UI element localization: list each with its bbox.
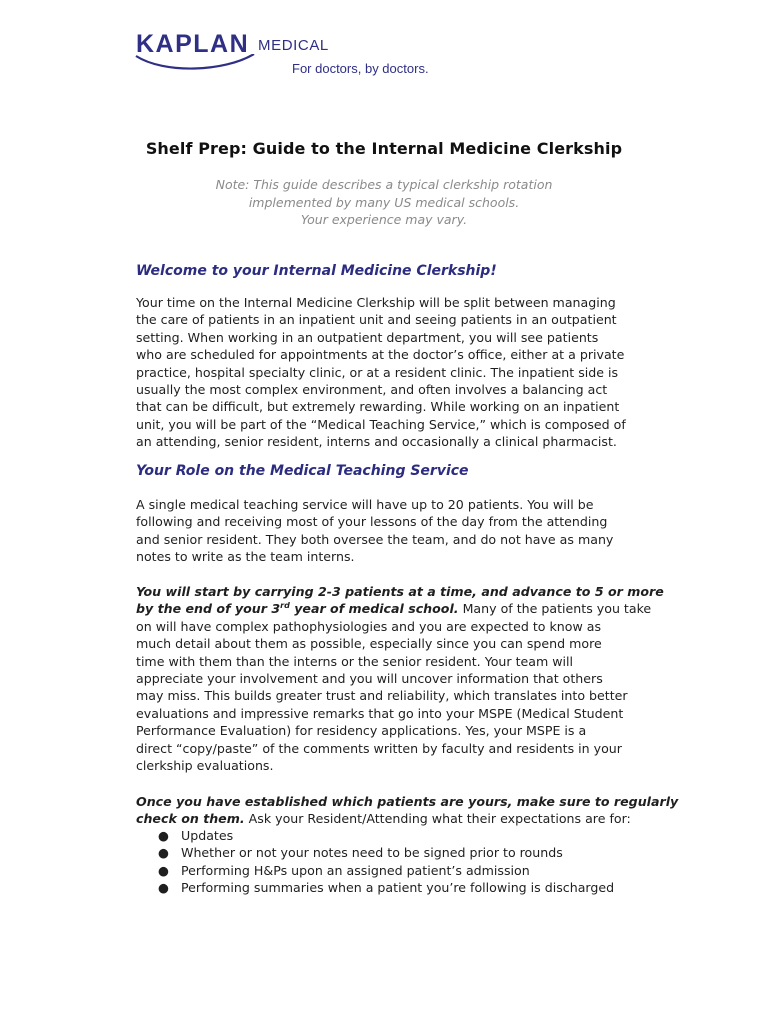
paragraph-line: clerkship evaluations. bbox=[136, 758, 274, 774]
paragraph-line: notes to write as the team interns. bbox=[136, 549, 355, 565]
paragraph-line bbox=[136, 600, 652, 617]
page-title: Shelf Prep: Guide to the Internal Medicine Clerkship bbox=[145, 139, 623, 158]
paragraph-line: practice, hospital specialty clinic, or at a resident clinic. The inpatient side is bbox=[136, 364, 619, 380]
paragraph-line: who are scheduled for appointments at the doctor’s office, either at a private bbox=[136, 347, 625, 363]
paragraph-line: setting. When working in an outpatient department, you will see patients bbox=[136, 329, 599, 345]
paragraph-line: and senior resident. They both oversee the team, and do not have as many bbox=[136, 531, 614, 547]
welcome-paragraph bbox=[136, 294, 646, 451]
kaplan-medical-logo bbox=[134, 26, 454, 82]
emphasis-line: You will start by carrying 2-3 patients at a time, and advance to 5 or more bbox=[136, 584, 664, 599]
bullet-icon: ● bbox=[158, 828, 169, 843]
paragraph-line: direct “copy/paste” of the comments written by faculty and residents in your bbox=[136, 740, 622, 756]
list-item-text: Whether or not your notes need to be signed prior to rounds bbox=[181, 845, 563, 861]
bullet-icon: ● bbox=[158, 880, 169, 896]
role-paragraph-3 bbox=[136, 793, 679, 828]
paragraph-line: the care of patients in an inpatient unit and seeing patients in an outpatient bbox=[136, 312, 617, 328]
list-item bbox=[136, 844, 646, 861]
role-paragraph-2 bbox=[136, 583, 664, 774]
role-paragraph-1 bbox=[136, 496, 646, 566]
paragraph-line: following and receiving most of your lessons of the day from the attending bbox=[136, 514, 608, 530]
emphasis-text: check on them. bbox=[136, 811, 245, 827]
emphasis-line: Once you have established which patients are yours, make sure to regularly bbox=[136, 794, 679, 809]
note-line: implemented by many US medical schools. bbox=[248, 194, 520, 210]
paragraph-line: appreciate your involvement and you will uncover information that others bbox=[136, 671, 603, 687]
emphasis-text: year of medical school. bbox=[289, 601, 459, 617]
logo-division: MEDICAL bbox=[258, 37, 329, 54]
logo-tagline: For doctors, by doctors. bbox=[292, 61, 429, 76]
section-heading-role: Your Role on the Medical Teaching Service bbox=[136, 463, 469, 479]
paragraph-line: Your time on the Internal Medicine Clerkship will be split between managing bbox=[136, 295, 616, 310]
paragraph-text: Ask your Resident/Attending what their expectations are for: bbox=[244, 811, 631, 827]
guide-note bbox=[0, 176, 768, 229]
list-item bbox=[136, 827, 646, 844]
list-item bbox=[136, 879, 646, 896]
paragraph-text: Many of the patients you take bbox=[458, 601, 652, 617]
note-line: Your experience may vary. bbox=[300, 212, 468, 227]
bullet-icon: ● bbox=[158, 845, 169, 861]
list-item-text: Updates bbox=[181, 828, 234, 843]
logo-swoosh-icon bbox=[134, 54, 258, 74]
paragraph-line: may miss. This builds greater trust and reliability, which translates into better bbox=[136, 688, 628, 704]
emphasis-text: by the end of your 3 bbox=[136, 601, 281, 617]
list-item-text: Performing summaries when a patient you’re following is discharged bbox=[181, 880, 615, 896]
list-item bbox=[136, 862, 646, 879]
paragraph-line: A single medical teaching service will have up to 20 patients. You will be bbox=[136, 497, 594, 512]
paragraph-line: Performance Evaluation) for residency applications. Yes, your MSPE is a bbox=[136, 723, 587, 739]
paragraph-line: much detail about them as possible, especially since you can spend more bbox=[136, 636, 602, 652]
logo-wordmark: KAPLAN bbox=[136, 30, 250, 58]
list-item-text: Performing H&Ps upon an assigned patient’s admission bbox=[181, 862, 530, 878]
expectations-list bbox=[136, 827, 646, 897]
paragraph-line bbox=[136, 810, 646, 827]
bullet-icon: ● bbox=[158, 862, 169, 878]
ordinal-suffix: rd bbox=[280, 601, 290, 611]
paragraph-line: that can be difficult, but extremely rewarding. While working on an inpatient bbox=[136, 399, 620, 415]
note-line: Note: This guide describes a typical clerkship rotation bbox=[215, 177, 553, 192]
paragraph-line: evaluations and impressive remarks that go into your MSPE (Medical Student bbox=[136, 705, 624, 721]
paragraph-line: unit, you will be part of the “Medical Teaching Service,” which is composed of bbox=[136, 416, 626, 432]
paragraph-line: an attending, senior resident, interns and occasionally a clinical pharmacist. bbox=[136, 434, 617, 450]
paragraph-line: time with them than the interns or the senior resident. Your team will bbox=[136, 653, 574, 669]
paragraph-line: usually the most complex environment, and often involves a balancing act bbox=[136, 382, 608, 398]
paragraph-line: on will have complex pathophysiologies and you are expected to know as bbox=[136, 618, 602, 634]
section-heading-welcome: Welcome to your Internal Medicine Clerkship! bbox=[136, 263, 497, 279]
